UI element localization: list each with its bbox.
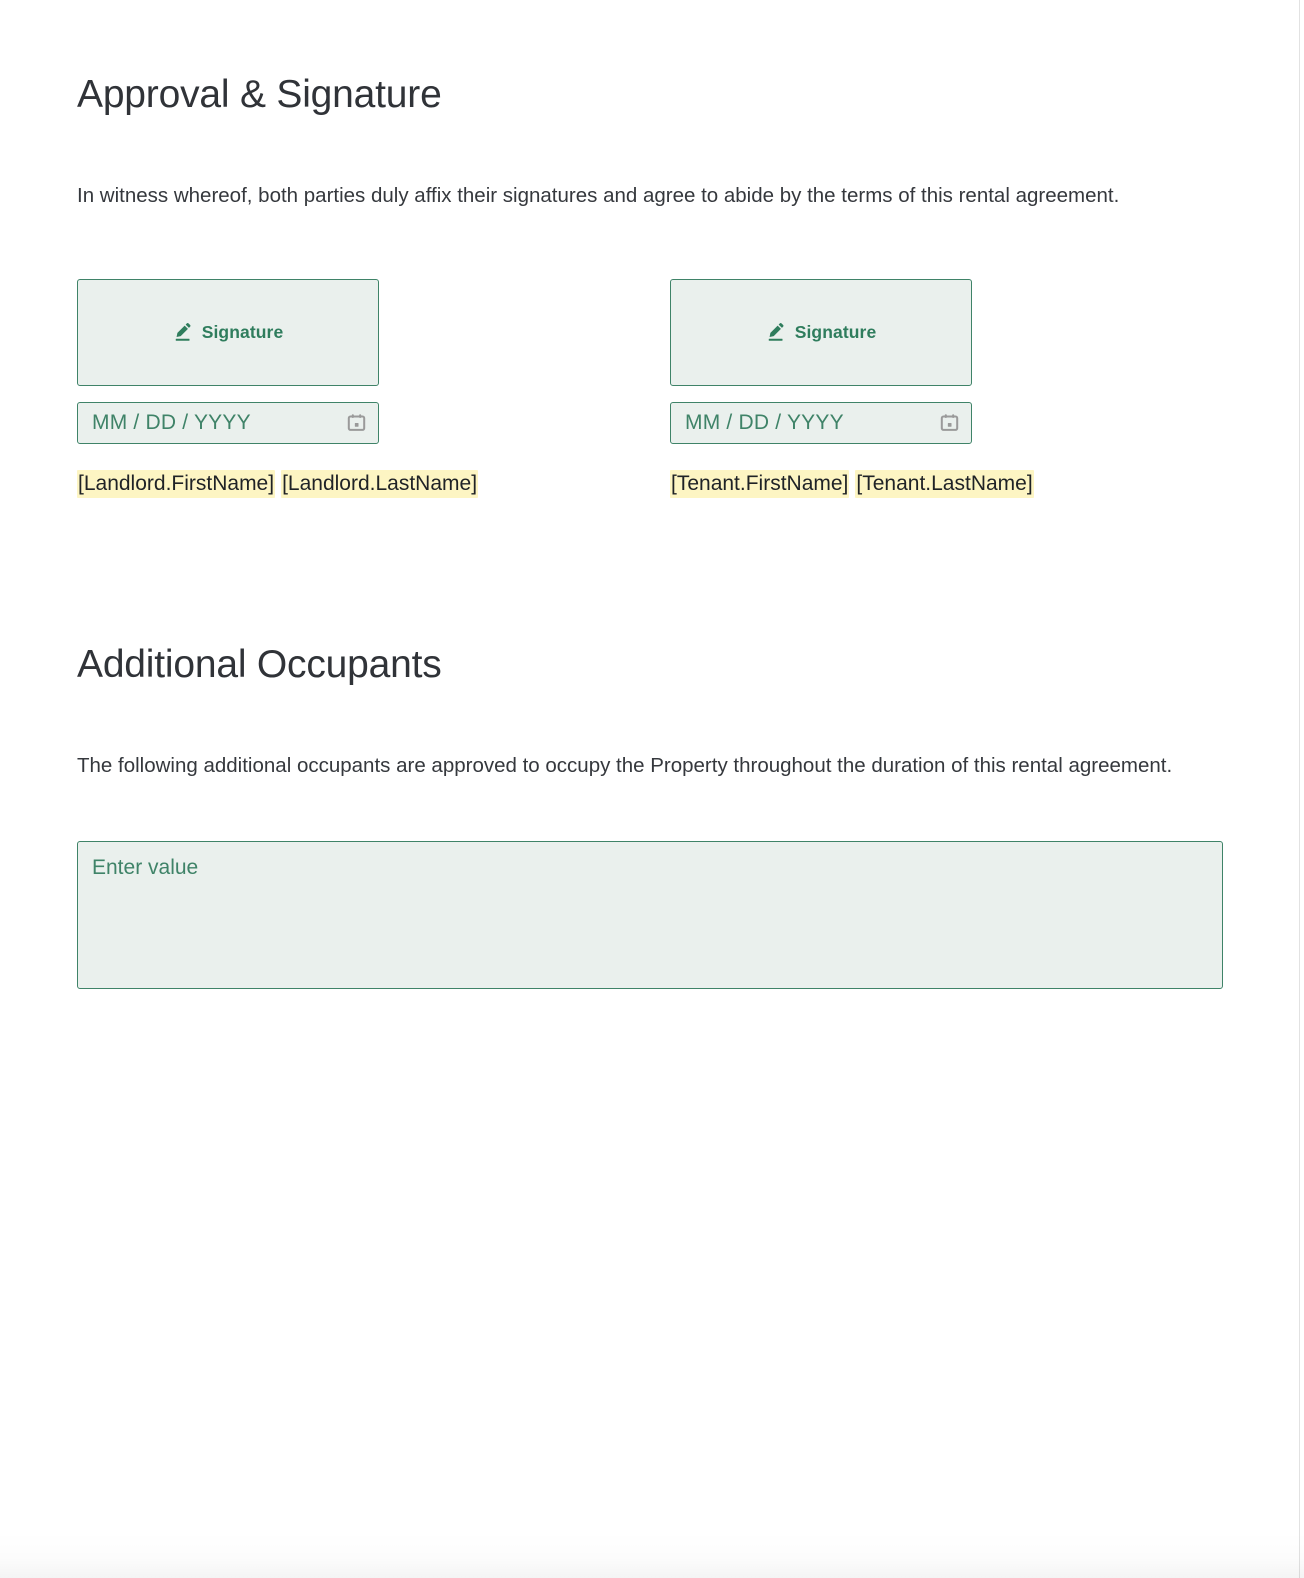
tenant-signature-label: Signature — [794, 321, 877, 342]
document-content — [77, 0, 1224, 989]
landlord-name-tokens — [77, 471, 478, 496]
tenant-date-placeholder: MM / DD / YYYY — [685, 410, 844, 434]
page-bottom-shadow — [0, 1532, 1304, 1578]
tenant-name-tokens — [670, 471, 1033, 496]
signature-pen-icon — [766, 321, 788, 343]
section-title-approval-signature: Approval & Signature — [77, 73, 442, 116]
section-body-additional-occupants: The following additional occupants are approved to occupy the Property throughout the duration of this rental agreement. — [77, 753, 1173, 777]
section-body-approval-signature: In witness whereof, both parties duly affix their signatures and agree to abide by the terms of this rental agreement. — [77, 183, 1120, 207]
additional-occupants-textarea[interactable] — [77, 841, 1223, 989]
tenant-firstname-token: [Tenant.FirstName] — [670, 470, 849, 498]
landlord-date-placeholder: MM / DD / YYYY — [92, 410, 251, 434]
landlord-lastname-token: [Landlord.LastName] — [281, 470, 478, 498]
calendar-icon[interactable] — [938, 412, 960, 434]
landlord-signature-button[interactable] — [77, 279, 379, 386]
landlord-signature-block — [77, 279, 478, 496]
tenant-lastname-token: [Tenant.LastName] — [855, 470, 1033, 498]
tenant-date-field[interactable] — [670, 402, 972, 444]
tenant-signature-block — [670, 279, 1033, 496]
additional-occupants-placeholder: Enter value — [92, 856, 199, 880]
section-title-additional-occupants: Additional Occupants — [77, 642, 442, 686]
landlord-firstname-token: [Landlord.FirstName] — [77, 470, 275, 498]
landlord-signature-label: Signature — [201, 321, 284, 342]
signature-row — [77, 279, 1224, 549]
signature-pen-icon — [173, 321, 195, 343]
calendar-icon[interactable] — [345, 412, 367, 434]
page-right-edge-rule — [1299, 0, 1300, 1578]
landlord-date-field[interactable] — [77, 402, 379, 444]
tenant-signature-button[interactable] — [670, 279, 972, 386]
